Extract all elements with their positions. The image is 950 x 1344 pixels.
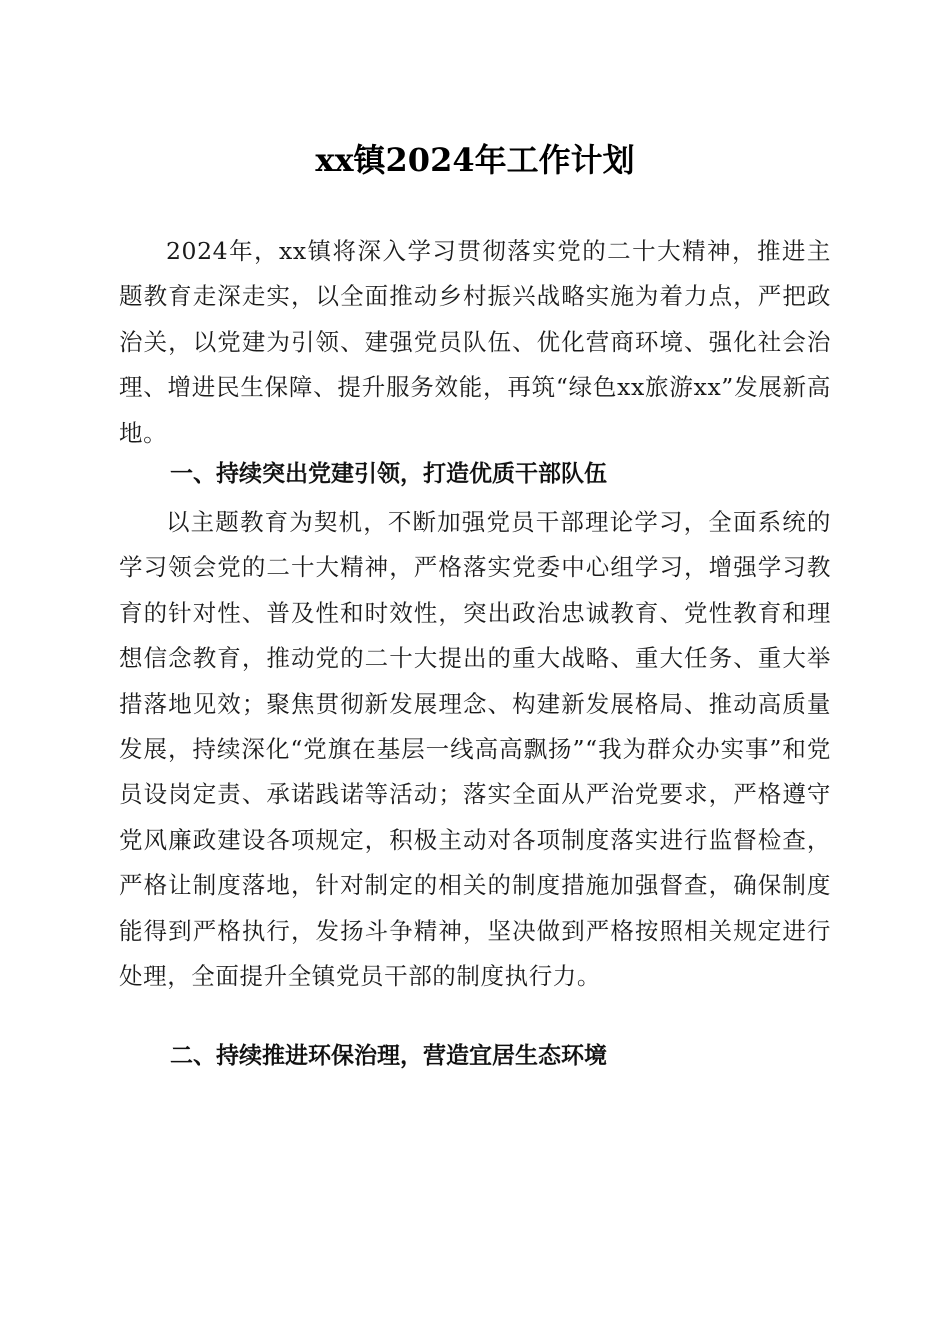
section-heading-1: 一、持续突出党建引领，打造优质干部队伍 <box>170 461 607 487</box>
section-body-1: 以主题教育为契机，不断加强党员干部理论学习，全面系统的学习领会党的二十大精神，严格落实党委中心组学习，增强学习教育的针对性、普及性和时效性，突出政治忠诚教育、党性教育和理想信念教育，推动党的二十大提出的重大战略、重大任务、重大举措落地见效；聚焦贯彻新发展理念、构建新发展格局、推动高质量发展，持续深化“党旗在基层一线高高飘扬”“我为群众办实事”和党员设岗定责、承诺践诺等活动；落实全面从严治党要求，严格遵守党风廉政建设各项规定，积极主动对各项制度落实进行监督检查，严格让制度落地，针对制定的相关的制度措施加强督查，确保制度能得到严格执行，发扬斗争精神，坚决做到严格按照相关规定进行处理，全面提升全镇党员干部的制度执行力。 <box>119 508 831 991</box>
intro-paragraph: 2024年，xx镇将深入学习贯彻落实党的二十大精神，推进主题教育走深走实，以全面推动乡村振兴战略实施为着力点，严把政治关，以党建为引领、建强党员队伍、优化营商环境、强化社会治理、增进民生保障、提升服务效能，再筑“绿色xx旅游xx”发展新高地。 <box>119 237 831 447</box>
section-heading-2: 二、持续推进环保治理，营造宜居生态环境 <box>170 1043 607 1069</box>
document-title: xx镇2024年工作计划 <box>315 141 635 179</box>
